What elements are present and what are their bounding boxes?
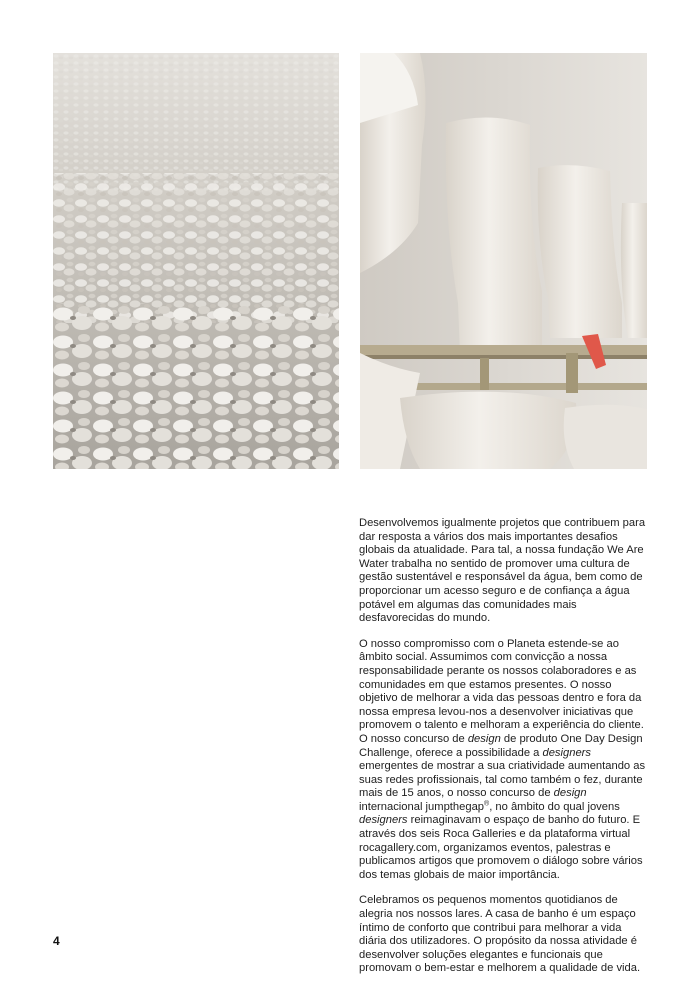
body-text	[359, 517, 649, 988]
gravel-photo	[53, 53, 339, 469]
paragraph-water-foundation: Desenvolvemos igualmente projetos que contribuem para dar resposta a vários dos mais importantes desafios globais da atualidade. Para tal, a nossa fundação We Are Water trabalha no sentido de promover uma cultura de gestão sustentável e responsável da água, bem como de proporcionar um acesso seguro e de confiança a água potável em algumas das comunidades mais desfavorecidas do mundo.	[359, 517, 646, 625]
page-number: 4	[53, 934, 60, 948]
ceramics-photo	[360, 53, 647, 469]
paragraph-wellbeing: Celebramos os pequenos momentos quotidianos de alegria nos nossos lares. A casa de banho é um espaço íntimo de conforto que contribui para melhorar a vida diária dos utilizadores. O propósito da nossa atividade é desenvolver soluções elegantes e funcionais que promovam o bem-estar e melhorem a qualidade de vida.	[359, 894, 641, 975]
paragraph-social-commitment: O nosso compromisso com o Planeta estende-se ao âmbito social. Assumimos com convicção a nossa responsabilidade perante os nossos colaboradores e as comunidades em que estamos presentes. O nosso objetivo de melhorar a vida das pessoas dentro e fora da nossa empresa levou-nos a desenvolver iniciativas que promovem o talento e melhoram a experiência do cliente. O nosso concurso de design de produto One Day Design Challenge, oferece a possibilidade a designers emergentes de mostrar a sua criatividade aumentando as suas redes profissionais, tal como também o fez, durante mais de 15 anos, o nosso concurso de design internacional jumpthegap®, no âmbito do qual jovens designers reimaginavam o espaço de banho do futuro. E através dos seis Roca Galleries e da plataforma virtual rocagallery.com, organizamos eventos, palestras e publicamos artigos que promovem o diálogo sobre vários dos temas globais de maior importância.	[359, 637, 646, 881]
ceramics-image	[360, 53, 647, 469]
gravel-image	[53, 53, 339, 469]
